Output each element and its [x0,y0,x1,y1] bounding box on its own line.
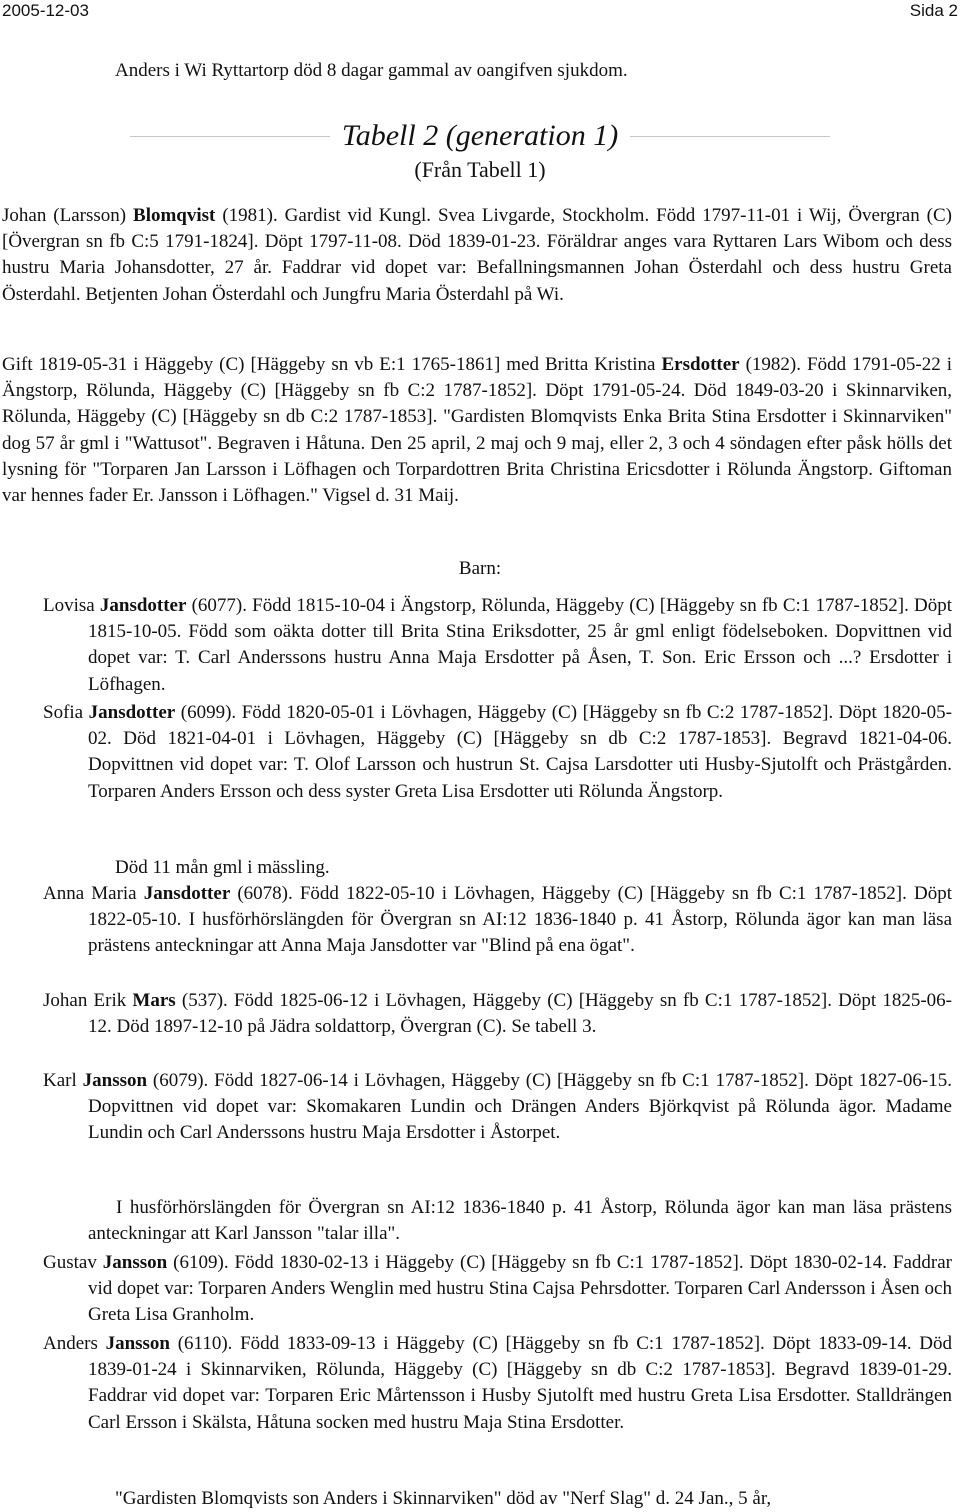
child-entry: Johan Erik Mars (537). Född 1825-06-12 i Lövhagen, Häggeby (C) [Häggeby sn fb C:1 1787-1852]. Döpt 1825-06-12. Död 1897-12-10 på Jädra soldattorp, Övergran (C). Se tabell 3. [43,990,952,1038]
child-note: I husförhörslängden för Övergran sn AI:12 1836-1840 p. 41 Åstorp, Rölunda ägor kan man läsa prästens anteckningar att Karl Jansson "talar illa". [88,1197,952,1245]
children-heading: Barn: [458,558,502,579]
tail-note: "Gardisten Blomqvists son Anders i Skinnarviken" död av "Nerf Slag" d. 24 Jan., 5 år, [115,1488,772,1509]
header-page-number: Sida 2 [909,1,958,20]
person-paragraph: Johan (Larsson) Blomqvist (1981). Gardist vid Kungl. Svea Livgarde, Stockholm. Född 1797-11-01 i Wij, Övergran (C) [Övergran sn fb C:5 1791-1824]. Döpt 1797-11-08. Död 1839-01-23. Föräldrar anges vara Ryttaren Lars Wibom och dess hustru Maria Johansdotter, 27 år. Faddrar vid dopet var: Befallningsmannen Johan Österdahl och dess hustru Greta Österdahl. Betjenten Johan Österdahl och Jungfru Maria Österdahl på Wi. [2,205,953,305]
child-surname: Jansson [82,1070,148,1091]
child-surname: Mars [132,990,176,1011]
child-surname: Jansdotter [143,883,231,904]
marriage-paragraph: Gift 1819-05-31 i Häggeby (C) [Häggeby sn vb E:1 1765-1861] med Britta Kristina Ersdotter (1982). Född 1791-05-22 i Ängstorp, Rölunda, Häggeby (C) [Häggeby sn fb C:2 1787-1852]. Döpt 1791-05-24. Död 1849-03-20 i Skinnarviken, Rölunda, Häggeby (C) [Häggeby sn db C:2 1787-1853]. "Gardisten Blomqvists Enka Brita Stina Ersdotter i Skinnarviken" dog 57 år gml i "Wattusot". Begraven i Håtuna. Den 25 april, 2 maj och 9 maj, eller 2, 3 och 4 söndagen efter påsk hölls det lysning för "Torparen Jan Larsson i Löfhagen och Torpardottren Brita Christina Ericsdotter i Rölunda Ängstorp. Giftoman var hennes fader Er. Jansson i Löfhagen." Vigsel d. 31 Maij. [2,354,952,507]
intro-note: Anders i Wi Ryttartorp död 8 dagar gammal av oangifven sjukdom. [115,60,628,81]
spouse-surname: Ersdotter [661,354,740,375]
child-surname: Jansson [105,1333,170,1354]
person-surname: Blomqvist [133,205,216,226]
child-entry: Anders Jansson (6110). Född 1833-09-13 i Häggeby (C) [Häggeby sn fb C:1 1787-1852]. Döpt 1833-09-14. Död 1839-01-24 i Skinnarviken, Rölunda, Häggeby (C) [Häggeby sn db C:2 1787-1853]. Begravd 1839-01-29. Faddrar vid dopet var: Torparen Eric Mårtensson i Husby Sjutolft med hustru Greta Lisa Ersdotter. Stalldrängen Carl Ersson i Skälsta, Håtuna socken med hustru Maja Stina Ersdotter. [43,1333,952,1433]
table-source: (Från Tabell 1) [414,157,546,182]
table-title: Tabell 2 (generation 1) [336,118,624,154]
child-entry: Lovisa Jansdotter (6077). Född 1815-10-04 i Ängstorp, Rölunda, Häggeby (C) [Häggeby sn fb C:1 1787-1852]. Döpt 1815-10-05. Född som oäkta dotter till Brita Stina Eriksdotter, 25 år gml enligt födelseboken. Dopvittnen vid dopet var: T. Carl Anderssons hustru Anna Maja Ersdotter på Åsen, T. Son. Eric Ersson och ...? Ersdotter i Löfhagen. [43,595,952,695]
table-title-block [0,118,960,186]
child-surname: Jansdotter [88,702,176,723]
child-entry: Gustav Jansson (6109). Född 1830-02-13 i Häggeby (C) [Häggeby sn fb C:1 1787-1852]. Döpt 1830-02-14. Faddrar vid dopet var: Torparen Anders Wenglin med hustru Stina Cajsa Pehrsdotter. Torparen Carl Andersson i Åsen och Greta Lisa Granholm. [43,1252,952,1326]
header-date: 2005-12-03 [2,1,89,20]
child-entry: Karl Jansson (6079). Född 1827-06-14 i Lövhagen, Häggeby (C) [Häggeby sn fb C:1 1787-1852]. Döpt 1827-06-15. Dopvittnen vid dopet var: Skomakaren Lundin och Drängen Anders Björkqvist på Rölunda ägor. Madame Lundin och Carl Anderssons hustru Maja Ersdotter i Åstorpet. [43,1070,953,1144]
child-note: Död 11 mån gml i mässling. [115,857,330,878]
child-entry: Sofia Jansdotter (6099). Född 1820-05-01 i Lövhagen, Häggeby (C) [Häggeby sn fb C:2 1787-1852]. Döpt 1820-05-02. Död 1821-04-01 i Lövhagen, Häggeby (C) [Häggeby sn db C:2 1787-1853]. Begravd 1821-04-06. Dopvittnen vid dopet var: T. Olof Larsson och hustrun St. Cajsa Larsdotter uti Husby-Sjutolft och Prästgården. Torparen Anders Ersson och dess syster Greta Lisa Ersdotter uti Rölunda Ängstorp. [43,702,953,802]
page-header [0,0,960,24]
child-surname: Jansdotter [99,595,187,616]
child-surname: Jansson [102,1252,168,1273]
child-entry: Anna Maria Jansdotter (6078). Född 1822-05-10 i Lövhagen, Häggeby (C) [Häggeby sn fb C:1 1787-1852]. Döpt 1822-05-10. I husförhörslängden för Övergran sn AI:12 1836-1840 p. 41 Åstorp, Rölunda ägor kan man läsa prästens anteckningar att Anna Maja Jansdotter var "Blind på ena ögat". [43,883,952,957]
